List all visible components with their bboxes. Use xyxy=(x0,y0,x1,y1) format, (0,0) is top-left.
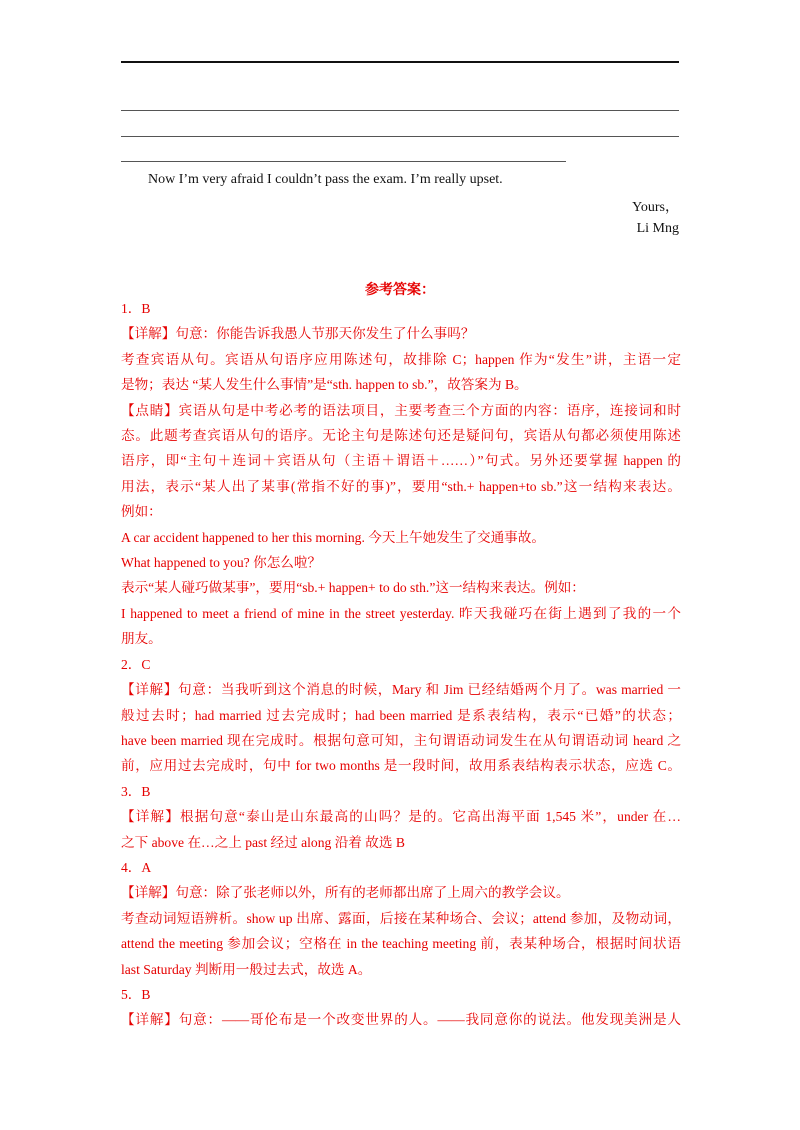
answer-explanations xyxy=(121,296,681,1033)
example-line: What happened to you? 你怎么啦？ xyxy=(121,555,322,571)
explanation-line: 之下 above 在…之上 past 经过 along 沿着 故选 B xyxy=(121,834,405,850)
answer-line-3 xyxy=(121,136,679,137)
note-line: 例如： xyxy=(121,504,162,520)
explanation-line: 考查动词短语辨析。show up 出席、露面，后接在某种场合、会议；attend 参加，及物动词， xyxy=(121,910,681,926)
example-line: I happened to meet a friend of mine in the street yesterday. 昨天我碰巧在街上遇到了我的一个 xyxy=(121,605,681,621)
answer-number: 4．A xyxy=(121,859,152,875)
example-line: A car accident happened to her this morning. 今天上午她发生了交通事故。 xyxy=(121,529,545,545)
answer-line-1 xyxy=(121,61,679,63)
explanation-line: have been married 现在完成时。根据句意可知，主句谓语动词发生在从句谓语动词 heard 之 xyxy=(121,732,681,748)
explanation-line: 【详解】句意：——哥伦布是一个改变世界的人。——我同意你的说法。他发现美洲是人 xyxy=(121,1012,681,1028)
letter-sign-off: Yours， xyxy=(632,200,679,215)
letter-closing-sentence: Now I’m very afraid I couldn’t pass the exam. I’m really upset. xyxy=(148,172,503,187)
note-line: 表示“某人碰巧做某事”，要用“sb.+ happen+ to do sth.”这一结构来表达。例如： xyxy=(121,580,585,596)
answer-number: 1．B xyxy=(121,301,151,316)
explanation-line: 前，应用过去完成时，句中 for two months 是一段时间，故用系表结构表示状态，应选 C。 xyxy=(121,758,681,774)
explanation-line: 是物；表达 “某人发生什么事情”是“sth. happen to sb.”，故答案为 B。 xyxy=(121,377,528,393)
note-line: 【点睛】宾语从句是中考必考的语法项目，主要考查三个方面的内容：语序，连接词和时 xyxy=(121,402,681,418)
explanation-line: 【详解】句意：当我听到这个消息的时候，Mary 和 Jim 已经结婚两个月了。was married 一 xyxy=(121,682,681,698)
answer-number: 2．C xyxy=(121,656,151,672)
explanation-line: 【详解】句意：你能告诉我愚人节那天你发生了什么事吗？ xyxy=(121,326,475,342)
explanation-line: 【详解】句意：除了张老师以外，所有的老师都出席了上周六的教学会议。 xyxy=(121,885,570,901)
explanation-line: 考查宾语从句。宾语从句语序应用陈述句，故排除 C；happen 作为“发生”讲，主语一定 xyxy=(121,351,681,367)
letter-signature: Li Mng xyxy=(636,221,679,236)
example-line: 朋友。 xyxy=(121,631,162,647)
explanation-line: 【详解】根据句意“泰山是山东最高的山吗？是的。它高出海平面 1,545 米”，under 在… xyxy=(121,809,681,825)
answer-number: 3．B xyxy=(121,783,151,799)
note-line: 态。此题考查宾语从句的语序。无论主句是陈述句还是疑问句，宾语从句都必须使用陈述 xyxy=(121,428,681,444)
note-line: 用法，表示“某人出了某事(常指不好的事)”，要用“sth.+ happen+to sb.”这一结构来表达。 xyxy=(121,478,681,494)
explanation-line: 般过去时；had married 过去完成时；had been married 是系表结构，表示“已婚”的状态； xyxy=(121,707,681,723)
answer-line-4 xyxy=(121,161,566,162)
explanation-line: last Saturday 判断用一般过去式，故选 A。 xyxy=(121,961,372,977)
answer-number: 5．B xyxy=(121,986,151,1002)
explanation-line: attend the meeting 参加会议；空格在 in the teaching meeting 前，表某种场合，根据时间状语 xyxy=(121,936,681,952)
answer-line-2 xyxy=(121,110,679,111)
note-line: 语序，即“主句＋连词＋宾语从句（主语＋谓语＋……）”句式。另外还要掌握 happen 的 xyxy=(121,453,681,469)
answer-key-title: 参考答案： xyxy=(365,283,435,298)
